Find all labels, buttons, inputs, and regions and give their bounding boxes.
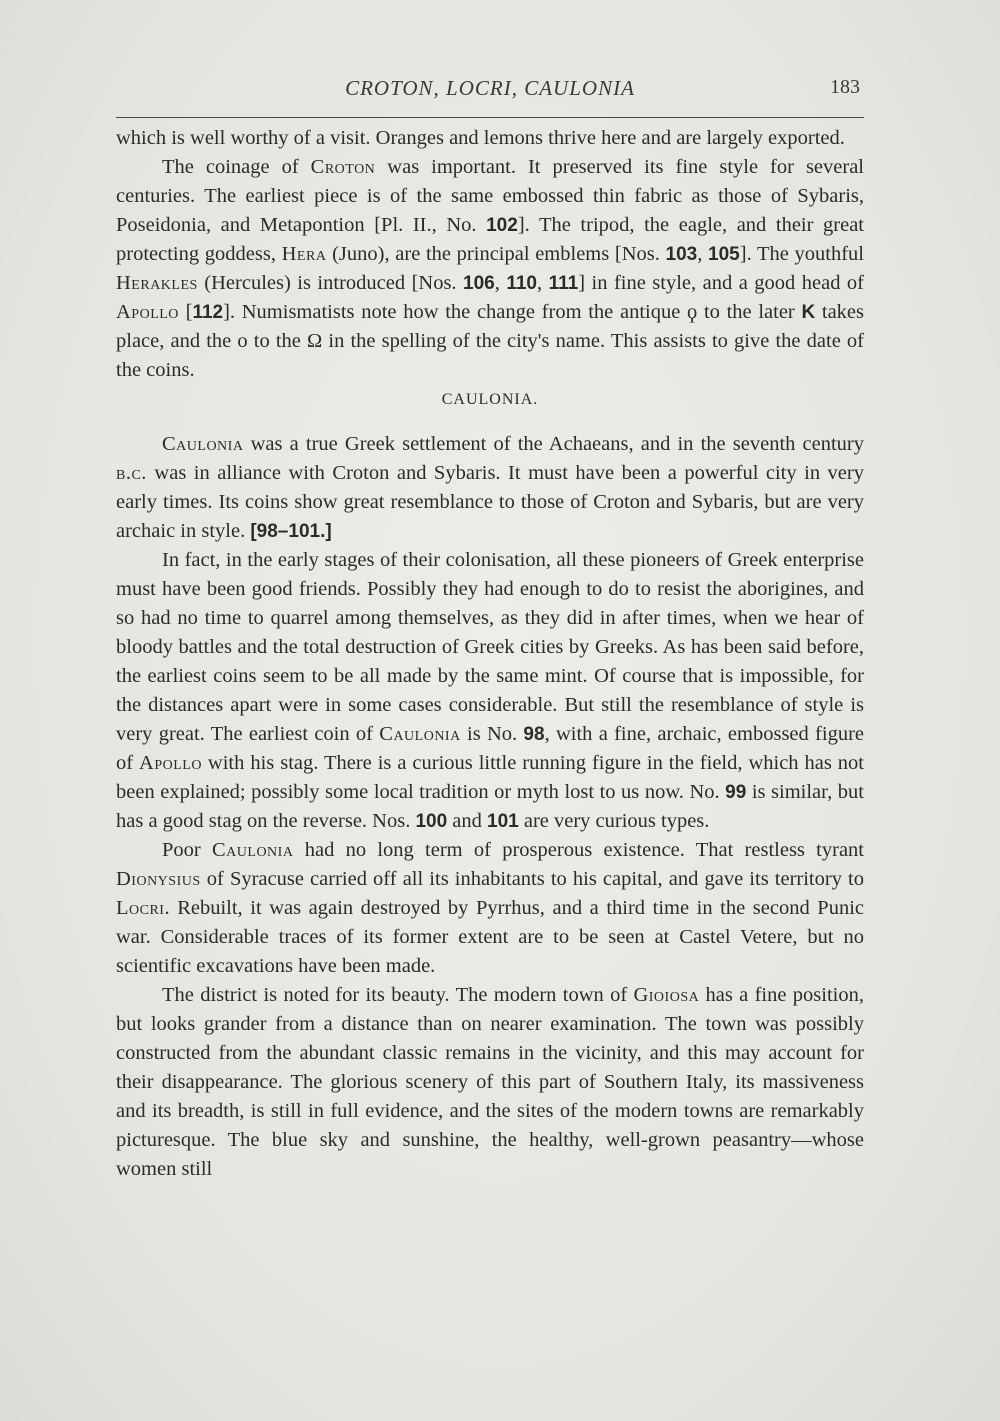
paragraph-district bbox=[116, 981, 864, 1184]
text-run: had no long term of prosperous existence. That restless tyrant bbox=[293, 839, 864, 861]
text-run: [ bbox=[178, 301, 193, 323]
text-run: ]. The tripod, the eagle, and their great protecting goddess, bbox=[116, 214, 865, 265]
text-run: ]. Numismatists note how the change from the antique ϙ to the later bbox=[223, 301, 802, 323]
name-apollo: Apollo bbox=[116, 301, 179, 323]
text-run: , bbox=[697, 243, 709, 265]
name-locri: Locri bbox=[116, 897, 165, 919]
name-croton: Croton bbox=[310, 156, 376, 178]
text-run: (Juno), are the principal emblems [Nos. bbox=[326, 243, 666, 265]
text-run: has a fine position, but looks grander from a distance than on nearer examination. The town was possibly constructed from the abundant classic remains in the vicinity, and this may account for their disappearance. The glorious scenery of this part of Southern Italy, its massiveness and its breadth, is still in full evidence, and the sites of the modern towns are remarkably picturesque. The blue sky and sunshine, the healthy, well-grown peasantry—whose women still bbox=[116, 984, 864, 1180]
body-text bbox=[116, 124, 864, 1184]
coin-number: 102 bbox=[486, 215, 518, 236]
coin-number: 101 bbox=[487, 811, 519, 832]
text-run: was important. It preserved its fine style for several centuries. The earliest piece is of the same embossed thin fabric as those of Sybaris, Poseidonia, and Metapontion [Pl. II., No. bbox=[116, 156, 864, 236]
text-run: was in alliance with Croton and Sybaris. It must have been a powerful city in very early times. Its coins show great resemblance to those of Croton and Sybaris, but are very archaic in style. bbox=[116, 462, 864, 542]
text-run: which is well worthy of a visit. Oranges and lemons thrive here and are largely exported. bbox=[116, 127, 845, 149]
paragraph-croton-coinage bbox=[116, 153, 864, 385]
text-run: The coinage of bbox=[162, 156, 311, 178]
coin-number: 103 bbox=[665, 244, 698, 265]
name-herakles: Herakles bbox=[116, 272, 198, 294]
text-run: are very curious types. bbox=[518, 810, 710, 832]
text-run: In fact, in the early stages of their colonisation, all these pioneers of Greek enterprise must have been good friends. Possibly they had enough to do to resist the aborigines, and so had no time to quarrel among themselves, as they did in after times, when we hear of bloody battles and the total destruction of Greek cities by Greeks. As has been said before, the earliest coins seem to be all made by the same mint. Of course that is impossible, for the distances apart were in some cases considerable. But still the resemblance of style is very great. The earliest coin of bbox=[116, 549, 864, 745]
text-run: with his stag. There is a curious little running figure in the field, which has not been explained; possibly some local tradition or myth lost to us now. No. bbox=[116, 752, 864, 803]
coin-number: 106 bbox=[463, 273, 495, 294]
page-number: 183 bbox=[830, 76, 860, 98]
text-run: takes place, and the ο to the Ω in the spelling of the city's name. This assists to give the date of the coins. bbox=[116, 301, 865, 381]
paragraph-continuation bbox=[116, 124, 864, 153]
name-caulonia: Caulonia bbox=[162, 433, 244, 455]
kappa-glyph: K bbox=[801, 302, 816, 323]
coin-number: 100 bbox=[415, 811, 448, 832]
text-run: , bbox=[537, 272, 549, 294]
text-run: The district is noted for its beauty. The modern town of bbox=[162, 984, 634, 1006]
text-run: is No. bbox=[460, 723, 524, 745]
name-caulonia: Caulonia bbox=[212, 839, 294, 861]
text-run: , with a fine, archaic, embossed figure of bbox=[116, 723, 864, 774]
coin-number: 112 bbox=[192, 302, 224, 323]
paragraph-caulonia-intro bbox=[116, 430, 864, 546]
name-apollo: Apollo bbox=[139, 752, 202, 774]
page-header bbox=[116, 74, 864, 104]
name-caulonia: Caulonia bbox=[379, 723, 461, 745]
header-rule bbox=[116, 117, 864, 118]
running-title: CROTON, LOCRI, CAULONIA bbox=[345, 76, 635, 100]
coin-number: 98 bbox=[523, 724, 545, 745]
text-run: was a true Greek settlement of the Achaeans, and in the seventh century bbox=[243, 433, 864, 455]
name-hera: Hera bbox=[281, 243, 327, 265]
coin-number: 105 bbox=[708, 244, 740, 265]
text-run: is similar, but has a good stag on the reverse. Nos. bbox=[116, 781, 864, 832]
text-run: . Rebuilt, it was again destroyed by Pyrrhus, and a third time in the second Punic war. Considerable traces of its former extent are to be seen at Castel Vetere, but no scientific excavations have been made. bbox=[116, 897, 864, 977]
coin-number: 111 bbox=[548, 273, 579, 294]
section-heading: CAULONIA. bbox=[441, 391, 539, 408]
era-abbreviation: b.c. bbox=[116, 462, 147, 484]
paragraph-caulonia-fate bbox=[116, 836, 864, 981]
text-run: Poor bbox=[162, 839, 212, 861]
paragraph-colonisation bbox=[116, 546, 864, 836]
name-dionysius: Dionysius bbox=[116, 868, 201, 890]
text-run: ]. The youthful bbox=[739, 243, 865, 265]
coin-number: 110 bbox=[506, 273, 537, 294]
text-run: (Hercules) is introduced [Nos. bbox=[197, 272, 464, 294]
coin-number: 99 bbox=[725, 782, 747, 803]
text-run: of Syracuse carried off all its inhabitants to his capital, and gave its territory to bbox=[200, 868, 864, 890]
name-gioiosa: Gioiosa bbox=[633, 984, 700, 1006]
text-run: ] in fine style, and a good head of bbox=[578, 272, 865, 294]
text-run: , bbox=[494, 272, 507, 294]
text-run: and bbox=[447, 810, 488, 832]
coin-range: [98–101.] bbox=[250, 521, 332, 542]
